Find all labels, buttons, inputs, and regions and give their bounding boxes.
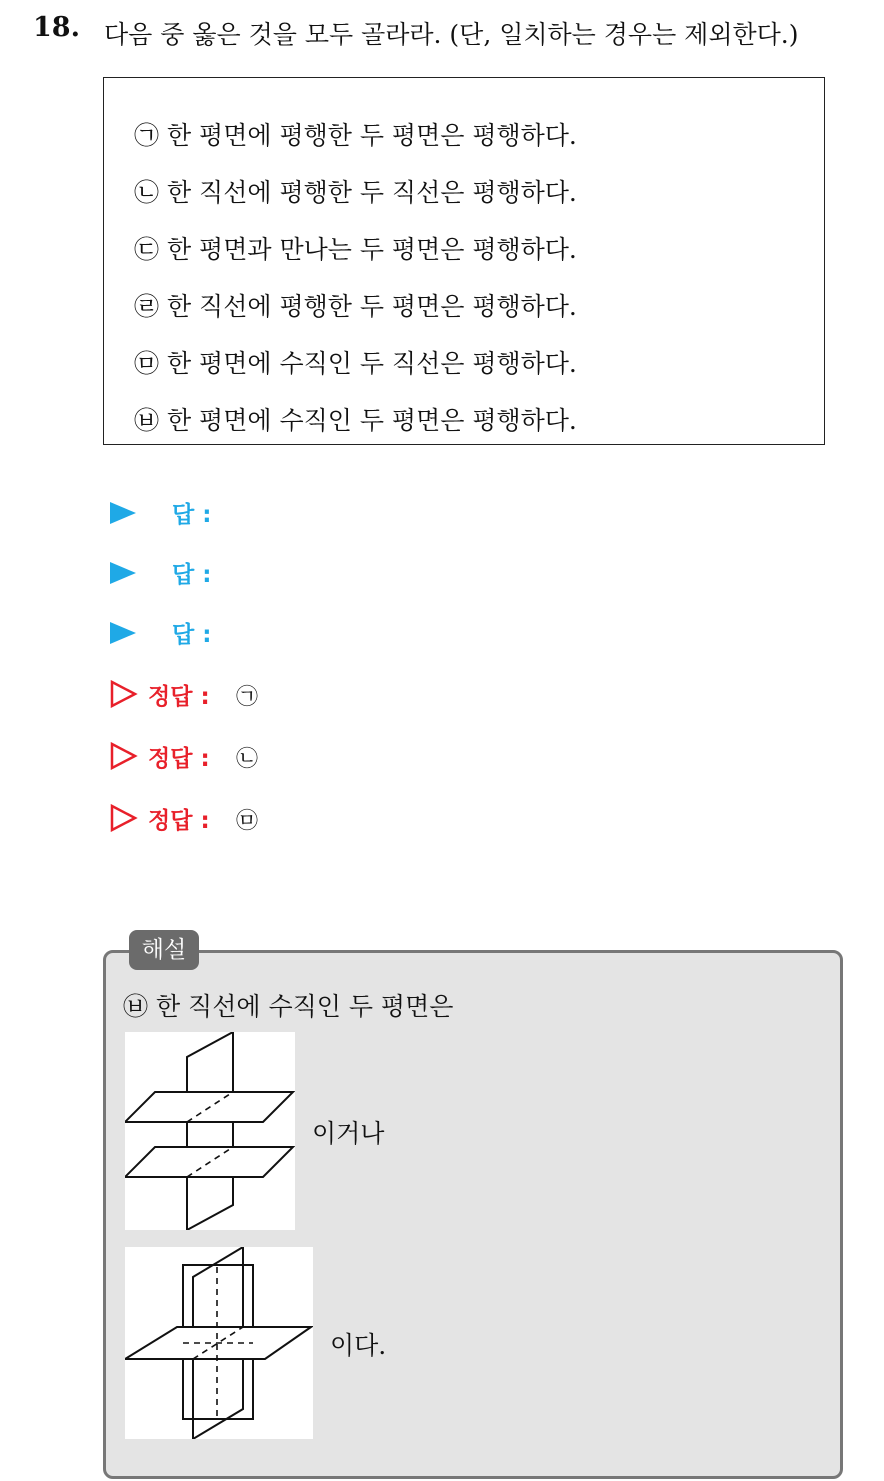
- answer-label: 답 :: [172, 562, 212, 588]
- figure-2-caption: 이다.: [330, 1331, 387, 1360]
- figure-intersecting-planes: [125, 1247, 313, 1439]
- correct-value: ㉤: [236, 809, 259, 834]
- choice-1: ㉠ 한 평면에 평행한 두 평면은 평행하다.: [134, 121, 577, 150]
- explanation-text: ㉥ 한 직선에 수직인 두 평면은: [123, 992, 454, 1021]
- question-number: 18.: [33, 12, 80, 43]
- choice-5: ㉤ 한 평면에 수직인 두 직선은 평행하다.: [134, 349, 577, 378]
- correct-value: ㉡: [236, 747, 259, 772]
- outline-arrow-icon: [110, 680, 138, 708]
- outline-arrow-icon: [110, 804, 138, 832]
- figure-1-caption: 이거나: [312, 1119, 385, 1148]
- correct-value: ㉠: [236, 685, 259, 710]
- outline-arrow-icon: [110, 742, 138, 770]
- choices-box: [103, 77, 825, 445]
- play-arrow-icon: [110, 502, 136, 524]
- answer-label: 답 :: [172, 622, 212, 648]
- choice-3: ㉢ 한 평면과 만나는 두 평면은 평행하다.: [134, 235, 577, 264]
- choice-4: ㉣ 한 직선에 평행한 두 평면은 평행하다.: [134, 292, 577, 321]
- play-arrow-icon: [110, 562, 136, 584]
- correct-label: 정답 :: [148, 808, 210, 834]
- play-arrow-icon: [110, 622, 136, 644]
- correct-label: 정답 :: [148, 684, 210, 710]
- choice-2: ㉡ 한 직선에 평행한 두 직선은 평행하다.: [134, 178, 577, 207]
- question-text: 다음 중 옳은 것을 모두 골라라. (단, 일치하는 경우는 제외한다.): [104, 20, 799, 49]
- explanation-tag: 해설: [129, 930, 199, 970]
- correct-label: 정답 :: [148, 746, 210, 772]
- choice-6: ㉥ 한 평면에 수직인 두 평면은 평행하다.: [134, 406, 577, 435]
- answer-label: 답 :: [172, 502, 212, 528]
- figure-two-parallel-planes: [125, 1032, 295, 1230]
